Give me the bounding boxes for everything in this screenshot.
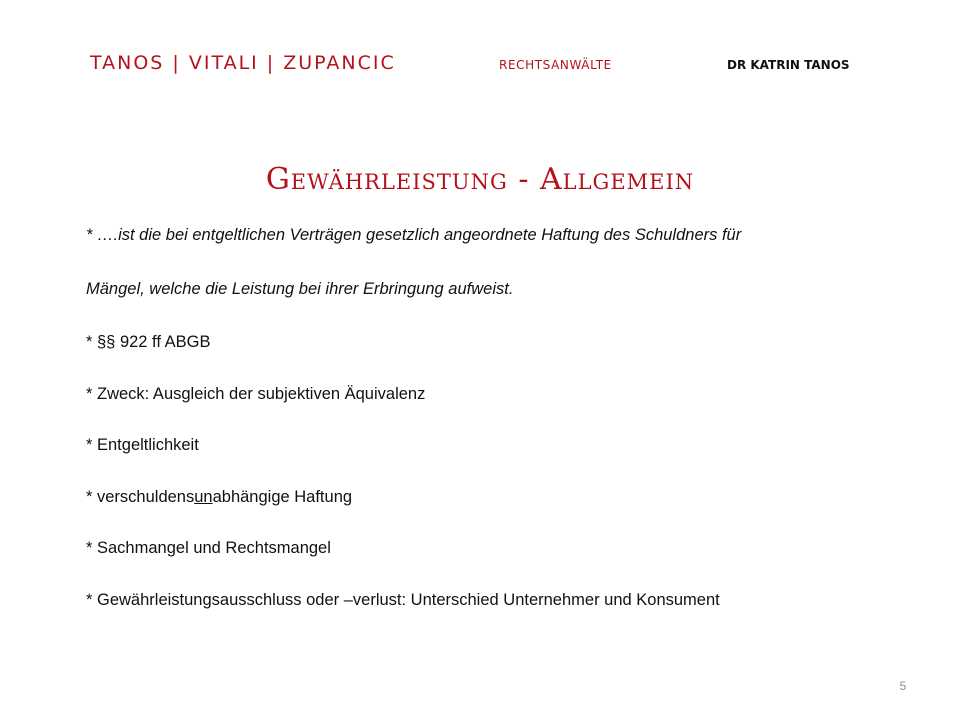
slide-header bbox=[90, 50, 890, 76]
author-name: DR KATRIN TANOS bbox=[727, 58, 850, 72]
bullet-purpose: * Zweck: Ausgleich der subjektiven Äquivalenz bbox=[86, 385, 426, 403]
bullet-exclusion: * Gewährleistungsausschluss oder –verlust: Unterschied Unternehmer und Konsument bbox=[86, 591, 720, 609]
bullet-defects: * Sachmangel und Rechtsmangel bbox=[86, 539, 331, 557]
slide-title: Gewährleistung - Allgemein bbox=[265, 162, 695, 197]
bullet-onerousness: * Entgeltlichkeit bbox=[86, 436, 199, 454]
bullet-liability-prefix: * verschuldens bbox=[86, 488, 195, 506]
bullet-liability-emphasis: un bbox=[194, 488, 213, 506]
bullet-legal-basis: * §§ 922 ff ABGB bbox=[86, 333, 211, 351]
page-number: 5 bbox=[899, 679, 907, 693]
bullet-liability bbox=[86, 484, 352, 510]
firm-name: TANOS | VITALI | ZUPANCIC bbox=[90, 52, 396, 74]
firm-suffix: RECHTSANWÄLTE bbox=[499, 58, 612, 72]
definition-line-2: Mängel, welche die Leistung bei ihrer Erbringung aufweist. bbox=[86, 280, 514, 298]
bullet-liability-suffix: abhängige Haftung bbox=[212, 488, 353, 506]
definition-line-1: * ….ist die bei entgeltlichen Verträgen gesetzlich angeordnete Haftung des Schuldners für bbox=[86, 226, 742, 244]
